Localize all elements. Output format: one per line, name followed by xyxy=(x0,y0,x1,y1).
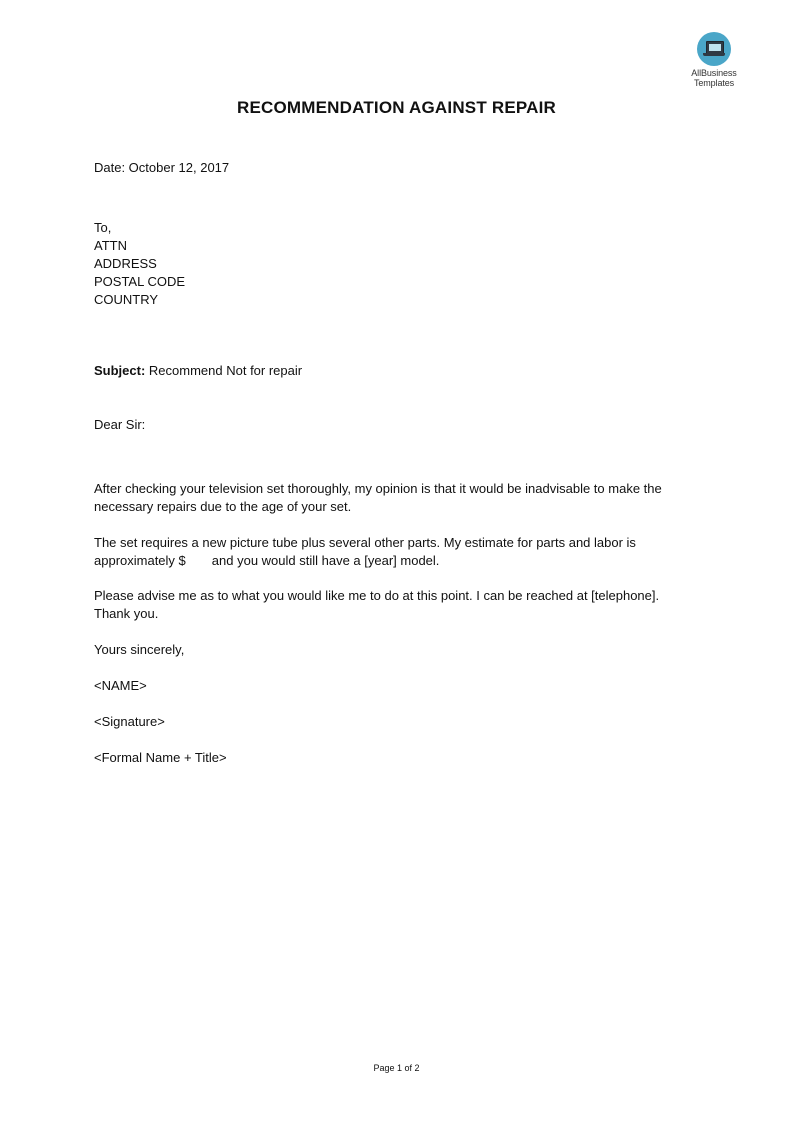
paragraph-3-line-2: Thank you. xyxy=(94,606,159,621)
page-title: RECOMMENDATION AGAINST REPAIR xyxy=(236,98,557,117)
subject-line xyxy=(94,362,302,380)
paragraph-1-line-2: necessary repairs due to the age of your set. xyxy=(94,499,352,514)
paragraph-2-part-a: approximately $ xyxy=(94,553,186,568)
sender-name: <NAME> xyxy=(94,678,147,693)
formal-name-title: <Formal Name + Title> xyxy=(94,750,227,765)
address-address: ADDRESS xyxy=(94,256,157,271)
paragraph-2-part-b: and you would still have a [year] model. xyxy=(211,553,440,568)
closing: Yours sincerely, xyxy=(94,642,185,657)
paragraph-1-line-1: After checking your television set thoroughly, my opinion is that it would be inadvisable to make the xyxy=(94,481,662,496)
logo-text: AllBusiness Templates xyxy=(691,68,737,88)
address-attn: ATTN xyxy=(94,238,127,253)
signature: <Signature> xyxy=(94,714,165,729)
laptop-icon xyxy=(697,32,731,66)
address-to: To, xyxy=(94,220,112,235)
address-postal-code: POSTAL CODE xyxy=(94,274,186,289)
paragraph-2-line-1: The set requires a new picture tube plus several other parts. My estimate for parts and labor is xyxy=(94,535,636,550)
subject-text: Recommend Not for repair xyxy=(148,363,303,378)
address-country: COUNTRY xyxy=(94,292,159,307)
company-logo xyxy=(684,32,744,88)
paragraph-3-line-1: Please advise me as to what you would like me to do at this point. I can be reached at [telephone]. xyxy=(94,588,660,603)
salutation: Dear Sir: xyxy=(94,417,146,432)
page-number: Page 1 of 2 xyxy=(373,1063,420,1073)
paragraph-2-line-2 xyxy=(94,552,439,570)
subject-label: Subject: xyxy=(94,363,146,378)
date-line: Date: October 12, 2017 xyxy=(94,160,230,175)
